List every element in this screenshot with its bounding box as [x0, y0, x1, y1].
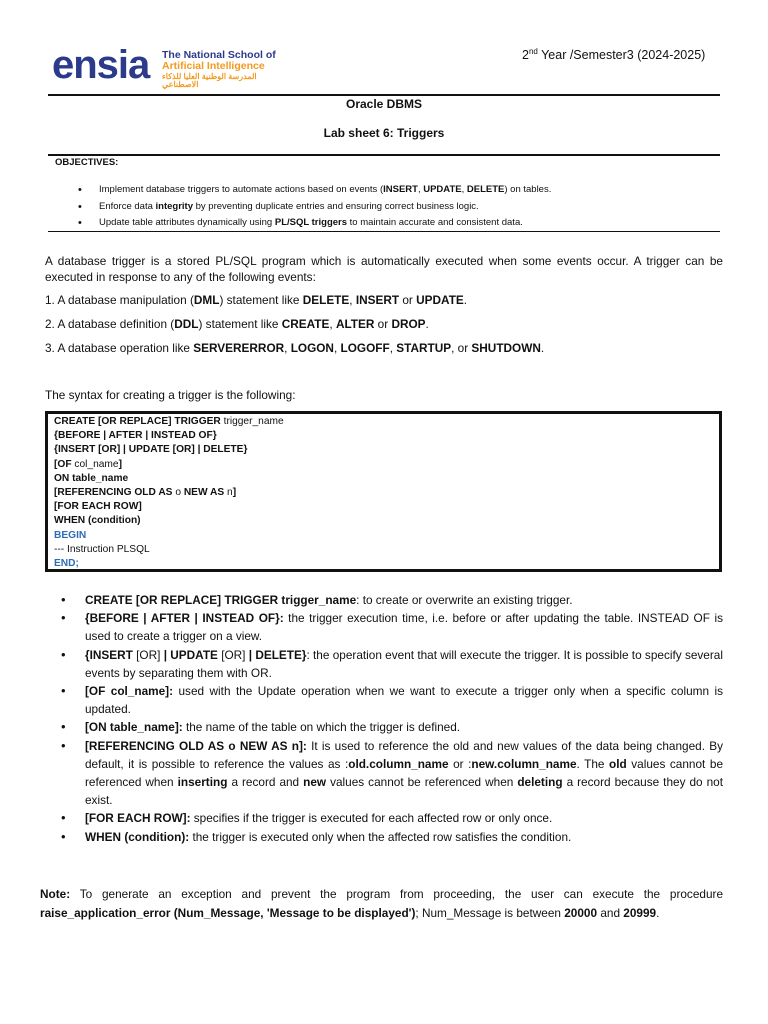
objective-item: • Update table attributes dynamically using PL/SQL triggers to maintain accurate and consistent data. [78, 215, 718, 232]
note-paragraph: Note: To generate an exception and prevent the program from proceeding, the user can execute the procedure raise_application_error (Num_Message, 'Message to be displayed'); Num_Message is between 20000 and 20999. [40, 887, 723, 920]
course-title: Oracle DBMS [345, 97, 423, 111]
syntax-intro: The syntax for creating a trigger is the following: [45, 388, 296, 402]
syntax-code-block [45, 411, 722, 572]
objectives-bottom-rule [48, 231, 720, 232]
objectives-top-rule [48, 154, 720, 156]
header-rule [48, 94, 720, 96]
list-item: • [ON table_name]: the name of the table on which the trigger is defined. [85, 718, 723, 736]
objectives-list [78, 182, 718, 232]
school-logo [52, 48, 282, 88]
code-line: {INSERT [OR] | UPDATE [OR] | DELETE} [54, 444, 248, 456]
event-item-dml: 1. A database manipulation (DML) statement like DELETE, INSERT or UPDATE. [45, 293, 468, 307]
list-item: • [FOR EACH ROW]: specifies if the trigger is executed for each affected row or only once. [85, 809, 723, 827]
logo-arabic-line: المدرسة الوطنية العليا للذكاء الاصطناعي [162, 72, 257, 90]
logo-tagline [162, 50, 282, 90]
syntax-explanation-list [85, 591, 723, 846]
code-line: [REFERENCING OLD AS o NEW AS n] [54, 487, 237, 499]
list-item: • {INSERT [OR] | UPDATE [OR] | DELETE}: the operation event that will execute the trigger. It is possible to specify several events by separating them with OR. [85, 646, 723, 682]
objectives-title: OBJECTIVES: [55, 157, 119, 168]
code-line: CREATE [OR REPLACE] TRIGGER trigger_name [54, 416, 284, 427]
list-item: • CREATE [OR REPLACE] TRIGGER trigger_name: to create or overwrite an existing trigger. [85, 591, 723, 609]
logo-line-2: Artificial Intelligence [162, 60, 265, 73]
svg-text:ensia: ensia [52, 48, 150, 82]
event-item-ddl: 2. A database definition (DDL) statement like CREATE, ALTER or DROP. [45, 317, 429, 331]
list-item: • [REFERENCING OLD AS o NEW AS n]: It is used to reference the old and new values of the data being changed. By default, it is possible to reference the values as :old.column_name or :new.column_name. The old values cannot be referenced when inserting a record and new values cannot be referenced when deleting a record because they do not exist. [85, 737, 723, 810]
code-line: [FOR EACH ROW] [54, 501, 142, 513]
code-line: {BEFORE | AFTER | INSTEAD OF} [54, 430, 217, 442]
academic-year: 2nd Year /Semester3 (2024-2025) [522, 47, 706, 63]
code-comment: --- Instruction PLSQL [54, 543, 150, 555]
lab-title: Lab sheet 6: Triggers [323, 126, 445, 140]
list-item: • [OF col_name]: used with the Update operation when we want to execute a trigger only when a specific column is updated. [85, 682, 723, 718]
intro-paragraph: A database trigger is a stored PL/SQL program which is automatically executed when some events occur. A trigger can be executed in response to any of the following events: [45, 254, 723, 284]
ensia-wordmark-icon [52, 48, 158, 82]
code-line: WHEN (condition) [54, 515, 141, 527]
objective-item: • Implement database triggers to automate actions based on events (INSERT, UPDATE, DELETE) on tables. [78, 182, 718, 199]
list-item: • WHEN (condition): the trigger is executed only when the affected row satisfies the condition. [85, 828, 723, 846]
code-line: ON table_name [54, 472, 129, 484]
list-item: • {BEFORE | AFTER | INSTEAD OF}: the trigger execution time, i.e. before or after updating the table. INSTEAD OF is used to create a trigger on a view. [85, 609, 723, 645]
code-keyword-end: END; [54, 558, 79, 570]
code-line: [OF col_name] [54, 458, 122, 470]
logo-line-1: The National School of [162, 49, 276, 61]
code-keyword-begin: BEGIN [54, 529, 87, 541]
event-item-operation: 3. A database operation like SERVERERROR, LOGON, LOGOFF, STARTUP, or SHUTDOWN. [45, 341, 545, 355]
objective-item: • Enforce data integrity by preventing duplicate entries and ensuring correct business logic. [78, 199, 718, 216]
